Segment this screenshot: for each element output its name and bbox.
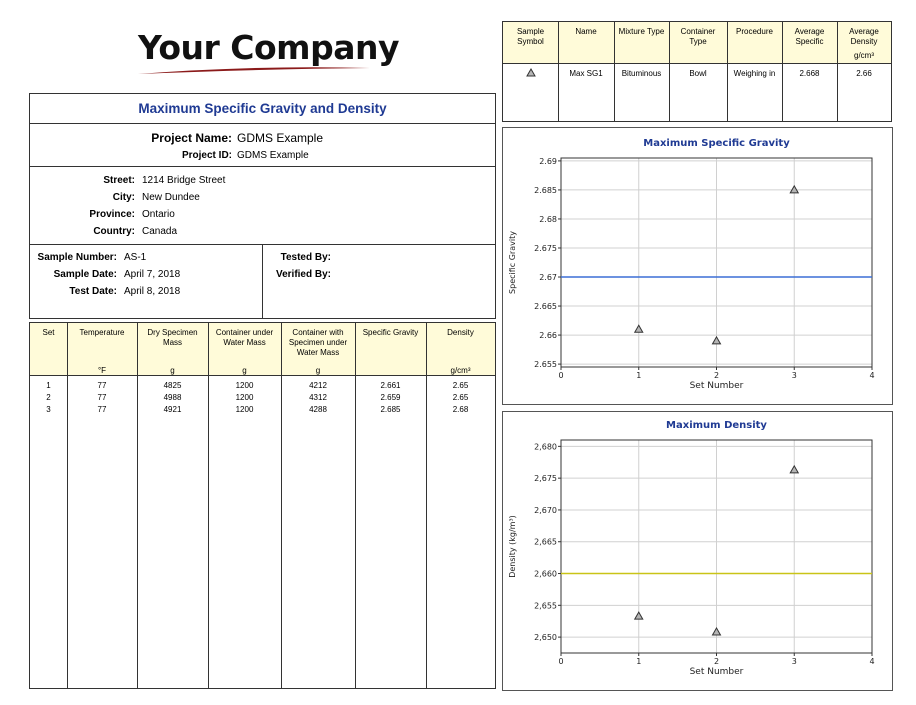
y-tick-label: 2.66: [539, 331, 557, 341]
summary-column-header: Average Specific: [794, 27, 825, 46]
density-chart: [503, 412, 890, 688]
project-id: GDMS Example: [237, 150, 309, 161]
table-cell: 77: [97, 381, 107, 390]
report-title: Maximum Specific Gravity and Density: [30, 94, 495, 124]
summary-column-header: Container Type: [680, 27, 716, 46]
table-cell: 4988: [163, 393, 182, 402]
x-tick-label: 0: [558, 371, 564, 380]
verified-by-label: Verified By:: [275, 269, 331, 280]
table-cell: 4212: [309, 381, 327, 390]
x-tick-label: 1: [636, 371, 642, 380]
address-section: [30, 167, 495, 245]
column-unit: g: [242, 366, 247, 375]
summary-cell-name: Max SG1: [569, 69, 603, 78]
summary-column-header: Average Density: [849, 27, 879, 46]
country-label: Country:: [93, 226, 135, 237]
city-value: New Dundee: [142, 192, 200, 203]
column-header: Dry Specimen Mass: [147, 328, 198, 347]
density-chart-panel: [502, 411, 893, 691]
summary-column-header: Name: [575, 27, 597, 36]
y-tick-label: 2.665: [534, 302, 557, 312]
table-cell: 3: [46, 405, 51, 414]
y-tick-label: 2,675: [534, 474, 557, 484]
summary-column-header: Procedure: [736, 27, 773, 36]
project-name: GDMS Example: [237, 131, 324, 145]
x-tick-label: 4: [869, 657, 875, 666]
table-row: [30, 405, 495, 417]
x-axis-label: Set Number: [689, 667, 744, 677]
column-unit: °F: [97, 366, 107, 375]
x-tick-label: 1: [636, 657, 642, 666]
y-tick-label: 2.67: [539, 273, 557, 283]
x-tick-label: 3: [791, 657, 797, 666]
table-cell: 2.65: [452, 381, 469, 390]
summary-table: [502, 21, 892, 122]
tested-by-label: Tested By:: [280, 252, 331, 263]
company-logo: Your Company: [138, 28, 399, 67]
sample-section: [30, 245, 495, 318]
y-tick-label: 2,665: [534, 537, 557, 547]
project-section: [30, 124, 495, 167]
y-tick-label: 2,655: [534, 601, 557, 611]
test-date-value: April 8, 2018: [124, 286, 181, 297]
specific-gravity-chart: [503, 128, 890, 402]
table-cell: 77: [97, 393, 107, 402]
column-header: Container under Water Mass: [215, 328, 274, 347]
y-tick-label: 2,650: [534, 633, 557, 643]
street-value: 1214 Bridge Street: [142, 175, 226, 186]
summary-column-header: Sample Symbol: [516, 27, 545, 46]
report-header: [29, 93, 496, 319]
triangle-icon: [526, 68, 536, 77]
x-axis-label: Set Number: [689, 381, 744, 391]
table-cell: 2.685: [380, 405, 401, 414]
column-header: Set: [42, 328, 55, 337]
table-row: [30, 393, 495, 405]
table-cell: 4825: [163, 381, 182, 390]
table-cell: 4288: [309, 405, 327, 414]
x-tick-label: 2: [713, 657, 720, 666]
y-tick-label: 2.68: [539, 214, 557, 224]
summary-cell-mixture: Bituminous: [621, 69, 662, 78]
summary-cell-container: Bowl: [689, 69, 707, 78]
country-value: Canada: [142, 226, 178, 237]
y-tick-label: 2.69: [539, 156, 557, 166]
y-axis-label: Density (kg/m³): [508, 515, 517, 578]
table-row: [30, 381, 495, 393]
table-cell: 1200: [235, 393, 254, 402]
column-unit: g/cm³: [450, 366, 471, 375]
city-label: City:: [112, 192, 135, 203]
table-cell: 2.659: [380, 393, 401, 402]
y-tick-label: 2,660: [534, 569, 557, 579]
column-header: Container with Specimen under Water Mass: [288, 328, 348, 357]
chart-title: Maximum Density: [666, 420, 767, 431]
column-unit: g: [315, 366, 321, 375]
density-unit: g/cm³: [854, 51, 874, 60]
sample-number-value: AS-1: [124, 252, 147, 263]
table-cell: 1200: [235, 381, 254, 390]
chart-title: Maximum Specific Gravity: [643, 138, 790, 149]
summary-cell-avg-density: 2.66: [856, 69, 872, 78]
project-name-label: Project Name:: [151, 131, 232, 145]
x-tick-label: 3: [791, 371, 797, 380]
y-tick-label: 2,680: [534, 442, 557, 452]
column-header: Specific Gravity: [362, 328, 419, 337]
summary-cell-procedure: Weighing in: [733, 69, 776, 78]
column-unit: g: [170, 366, 175, 375]
table-cell: 2: [46, 393, 51, 402]
y-tick-label: 2.675: [534, 243, 557, 253]
table-cell: 4921: [163, 405, 182, 414]
table-cell: 77: [97, 405, 107, 414]
table-cell: 2.68: [452, 405, 469, 414]
x-tick-label: 0: [558, 657, 564, 666]
table-cell: 1: [46, 381, 51, 390]
province-label: Province:: [89, 209, 135, 220]
column-header: Density: [447, 328, 474, 337]
summary-column-header: Mixture Type: [618, 27, 665, 36]
logo-swoosh: [136, 62, 372, 78]
table-cell: 2.661: [380, 381, 401, 390]
street-label: Street:: [103, 175, 135, 186]
x-tick-label: 4: [869, 371, 875, 380]
table-cell: 1200: [235, 405, 254, 414]
x-tick-label: 2: [713, 371, 720, 380]
province-value: Ontario: [142, 209, 175, 220]
y-tick-label: 2,670: [534, 505, 557, 515]
y-axis-label: Specific Gravity: [508, 231, 517, 294]
test-date-label: Test Date:: [69, 286, 117, 297]
sample-date-label: Sample Date:: [53, 269, 117, 280]
summary-cell-avg-sg: 2.668: [799, 69, 820, 78]
column-header: Temperature: [79, 328, 125, 337]
specific-gravity-chart-panel: [502, 127, 893, 405]
y-tick-label: 2.685: [534, 185, 557, 195]
project-id-label: Project ID:: [181, 150, 232, 161]
y-tick-label: 2.655: [534, 360, 557, 370]
sample-number-label: Sample Number:: [37, 252, 117, 263]
sample-date-value: April 7, 2018: [124, 269, 181, 280]
data-table: [29, 322, 496, 689]
table-cell: 4312: [309, 393, 327, 402]
table-cell: 2.65: [452, 393, 469, 402]
